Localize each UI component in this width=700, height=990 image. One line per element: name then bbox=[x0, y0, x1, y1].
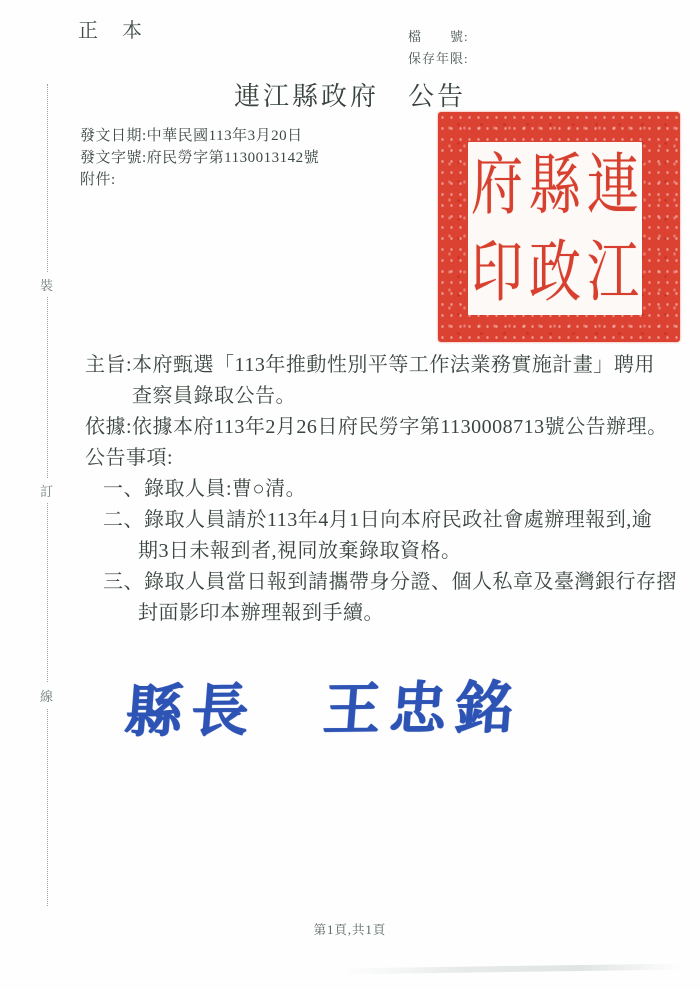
retention-period-label: 保存年限: bbox=[408, 51, 469, 66]
body-line-item-1: 一、錄取人員:曹○清。 bbox=[103, 478, 307, 500]
seal-character: 府 bbox=[471, 147, 523, 223]
body-line-items-header: 公告事項: bbox=[85, 447, 174, 469]
official-seal bbox=[438, 112, 680, 342]
attachment-line: 附件: bbox=[80, 172, 116, 188]
body-line-subject: 主旨:本府甄選「113年推動性別平等工作法業務實施計畫」聘用 bbox=[85, 354, 655, 376]
page-number-footer: 第1頁,共1頁 bbox=[313, 923, 387, 937]
body-line-item-3-wrap: 封面影印本辦理報到手續。 bbox=[138, 602, 384, 624]
issue-date-line: 發文日期:中華民國113年3月20日 bbox=[80, 128, 303, 144]
official-seal-inner bbox=[468, 142, 642, 315]
file-number-label: 檔 號: bbox=[408, 29, 469, 44]
scan-artifact bbox=[342, 964, 682, 975]
seal-character: 江 bbox=[587, 234, 639, 310]
seal-character: 政 bbox=[529, 234, 581, 310]
body-line-item-3: 三、錄取人員當日報到請攜帶身分證、個人私章及臺灣銀行存摺 bbox=[103, 571, 677, 593]
document-title: 連江縣政府 公告 bbox=[233, 82, 466, 111]
seal-character: 連 bbox=[587, 147, 639, 223]
body-line-subject-wrap: 查察員錄取公告。 bbox=[132, 385, 296, 407]
issue-meta-block bbox=[80, 125, 319, 191]
body-line-item-2-wrap: 期3日未報到者,視同放棄錄取資格。 bbox=[138, 540, 462, 562]
doc-number-line: 發文字號:府民勞字第1130013142號 bbox=[80, 150, 320, 166]
binding-mark-xian: 線 bbox=[40, 683, 53, 708]
copy-type-label: 正 本 bbox=[78, 20, 144, 42]
body-line-item-2: 二、錄取人員請於113年4月1日向本府民政社會處辦理報到,逾 bbox=[103, 509, 653, 531]
file-meta-block bbox=[408, 26, 469, 70]
magistrate-signature: 縣長 王忠銘 bbox=[122, 676, 525, 745]
seal-character: 印 bbox=[471, 234, 523, 310]
body-line-basis: 依據:依據本府113年2月26日府民勞字第1130008713號公告辦理。 bbox=[85, 416, 668, 438]
binding-mark-zhuang: 裝 bbox=[40, 272, 53, 297]
seal-character: 縣 bbox=[529, 147, 581, 223]
binding-mark-ding: 訂 bbox=[40, 478, 53, 503]
announcement-body bbox=[85, 350, 677, 629]
